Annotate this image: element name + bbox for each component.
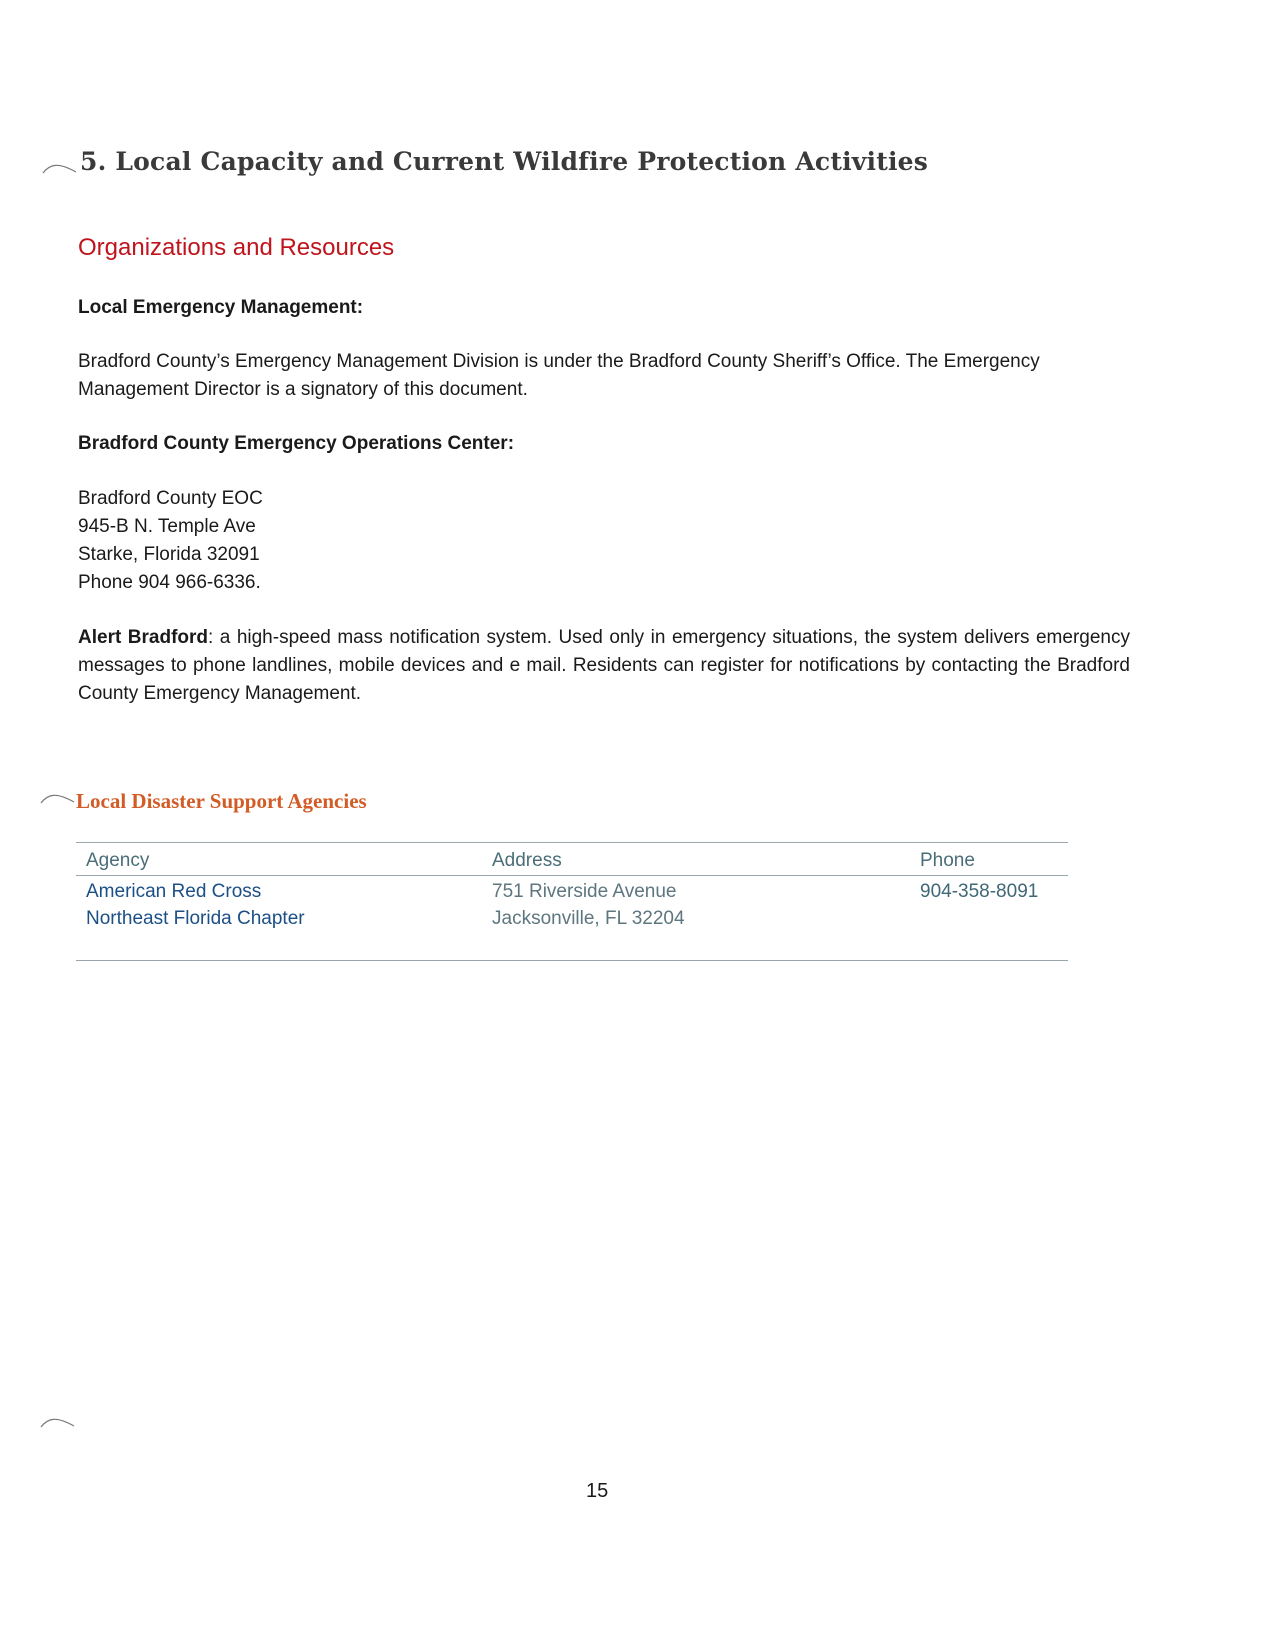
local-em-heading: Local Emergency Management: <box>78 297 364 318</box>
address-cell <box>482 876 910 961</box>
address-street: 751 Riverside Avenue <box>492 881 677 902</box>
page-number: 15 <box>586 1480 609 1502</box>
agency-chapter: Northeast Florida Chapter <box>86 908 305 929</box>
eoc-address-line: Starke, Florida 32091 <box>78 544 260 565</box>
agency-cell <box>76 876 482 961</box>
table-row <box>76 876 1068 961</box>
section-title: 5. Local Capacity and Current Wildfire Protection Activities <box>80 147 929 176</box>
address-city: Jacksonville, FL 32204 <box>492 908 685 929</box>
binder-hole-mark-icon <box>40 790 76 804</box>
alert-bradford-text: : a high-speed mass notification system. Used only in emergency situations, the system delivers emergency messages to phone landlines, mobile devices and e mail. Residents can register for notifications by contacting the Bradford County Emergency Management. <box>78 627 1130 704</box>
alert-bradford-paragraph <box>78 624 1130 708</box>
binder-hole-mark-icon <box>42 160 78 174</box>
eoc-address <box>78 485 1130 597</box>
column-header-agency: Agency <box>76 843 482 876</box>
phone-cell: 904-358-8091 <box>910 876 1068 961</box>
table-header-row <box>76 843 1068 876</box>
eoc-heading: Bradford County Emergency Operations Center: <box>78 433 515 454</box>
agencies-table <box>76 842 1068 961</box>
eoc-address-line: Bradford County EOC <box>78 488 263 509</box>
eoc-address-line: Phone 904 966-6336. <box>78 572 261 593</box>
eoc-address-line: 945-B N. Temple Ave <box>78 516 256 537</box>
agency-name: American Red Cross <box>86 881 262 902</box>
alert-bradford-label: Alert Bradford <box>78 627 208 648</box>
organizations-title: Organizations and Resources <box>78 234 395 261</box>
column-header-address: Address <box>482 843 910 876</box>
column-header-phone: Phone <box>910 843 1068 876</box>
binder-hole-mark-icon <box>40 1414 76 1428</box>
agencies-title: Local Disaster Support Agencies <box>76 789 367 813</box>
local-em-paragraph: Bradford County’s Emergency Management Division is under the Bradford County Sheriff’s Office. The Emergency Management Director is a signatory of this document. <box>78 351 1040 400</box>
